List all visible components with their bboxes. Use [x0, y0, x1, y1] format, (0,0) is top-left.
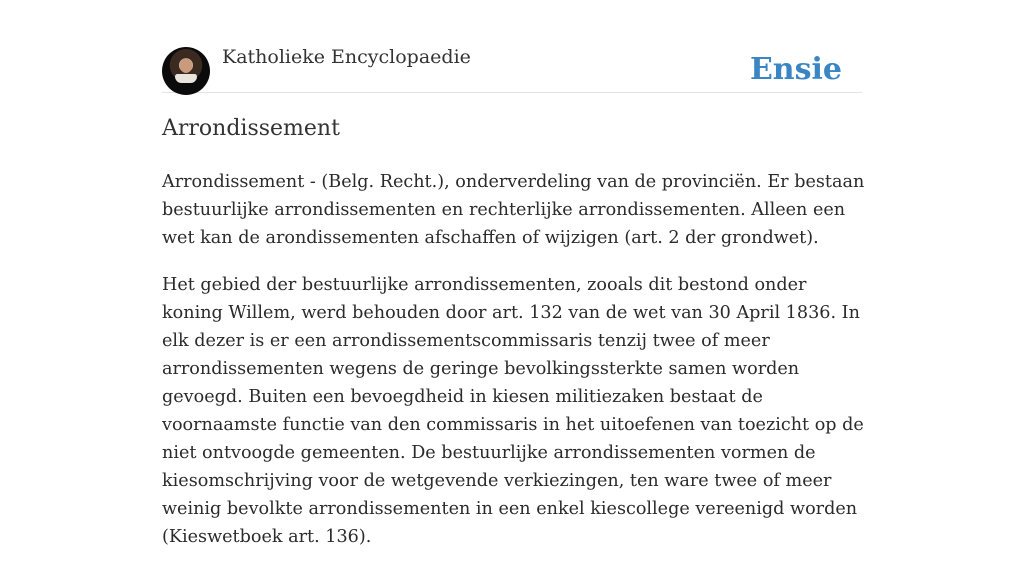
- article-paragraph: Het gebied der bestuurlijke arrondissementen, zooals dit bestond onder koning Willem, werd behouden door art. 132 van de wet van 30 April 1836. In elk dezer is er een arrondissementscommissaris tenzij twee of meer arrondissementen wegens de geringe bevolkingssterkte samen worden gevoegd. Buiten een bevoegdheid in kiesen militiezaken bestaat de voornaamste functie van den commissaris in het uitoefenen van toezicht op de niet ontvoogde gemeenten. De bestuurlijke arrondissementen vormen de kiesomschrijving voor de wetgevende verkiezingen, ten ware twee of meer weinig bevolkte arrondissementen in een enkel kiescollege vereenigd worden (Kieswetboek art. 136).: [162, 275, 864, 547]
- portrait-avatar-icon[interactable]: [162, 47, 210, 95]
- brand-logo-link[interactable]: Ensie: [749, 52, 842, 87]
- article-paragraph: Arrondissement - (Belg. Recht.), onderverdeling van de provinciën. Er bestaan bestuurlijke arrondissementen en rechterlijke arrondissementen. Alleen een wet kan de arondissementen afschaffen of wijzigen (art. 2 der grondwet).: [162, 172, 865, 248]
- site-header: [162, 44, 862, 93]
- article-body: [162, 168, 866, 570]
- site-name-link[interactable]: Katholieke Encyclopaedie: [222, 46, 471, 68]
- avatar-face: [180, 59, 192, 73]
- avatar-collar: [175, 74, 197, 83]
- page-title: Arrondissement: [162, 116, 340, 141]
